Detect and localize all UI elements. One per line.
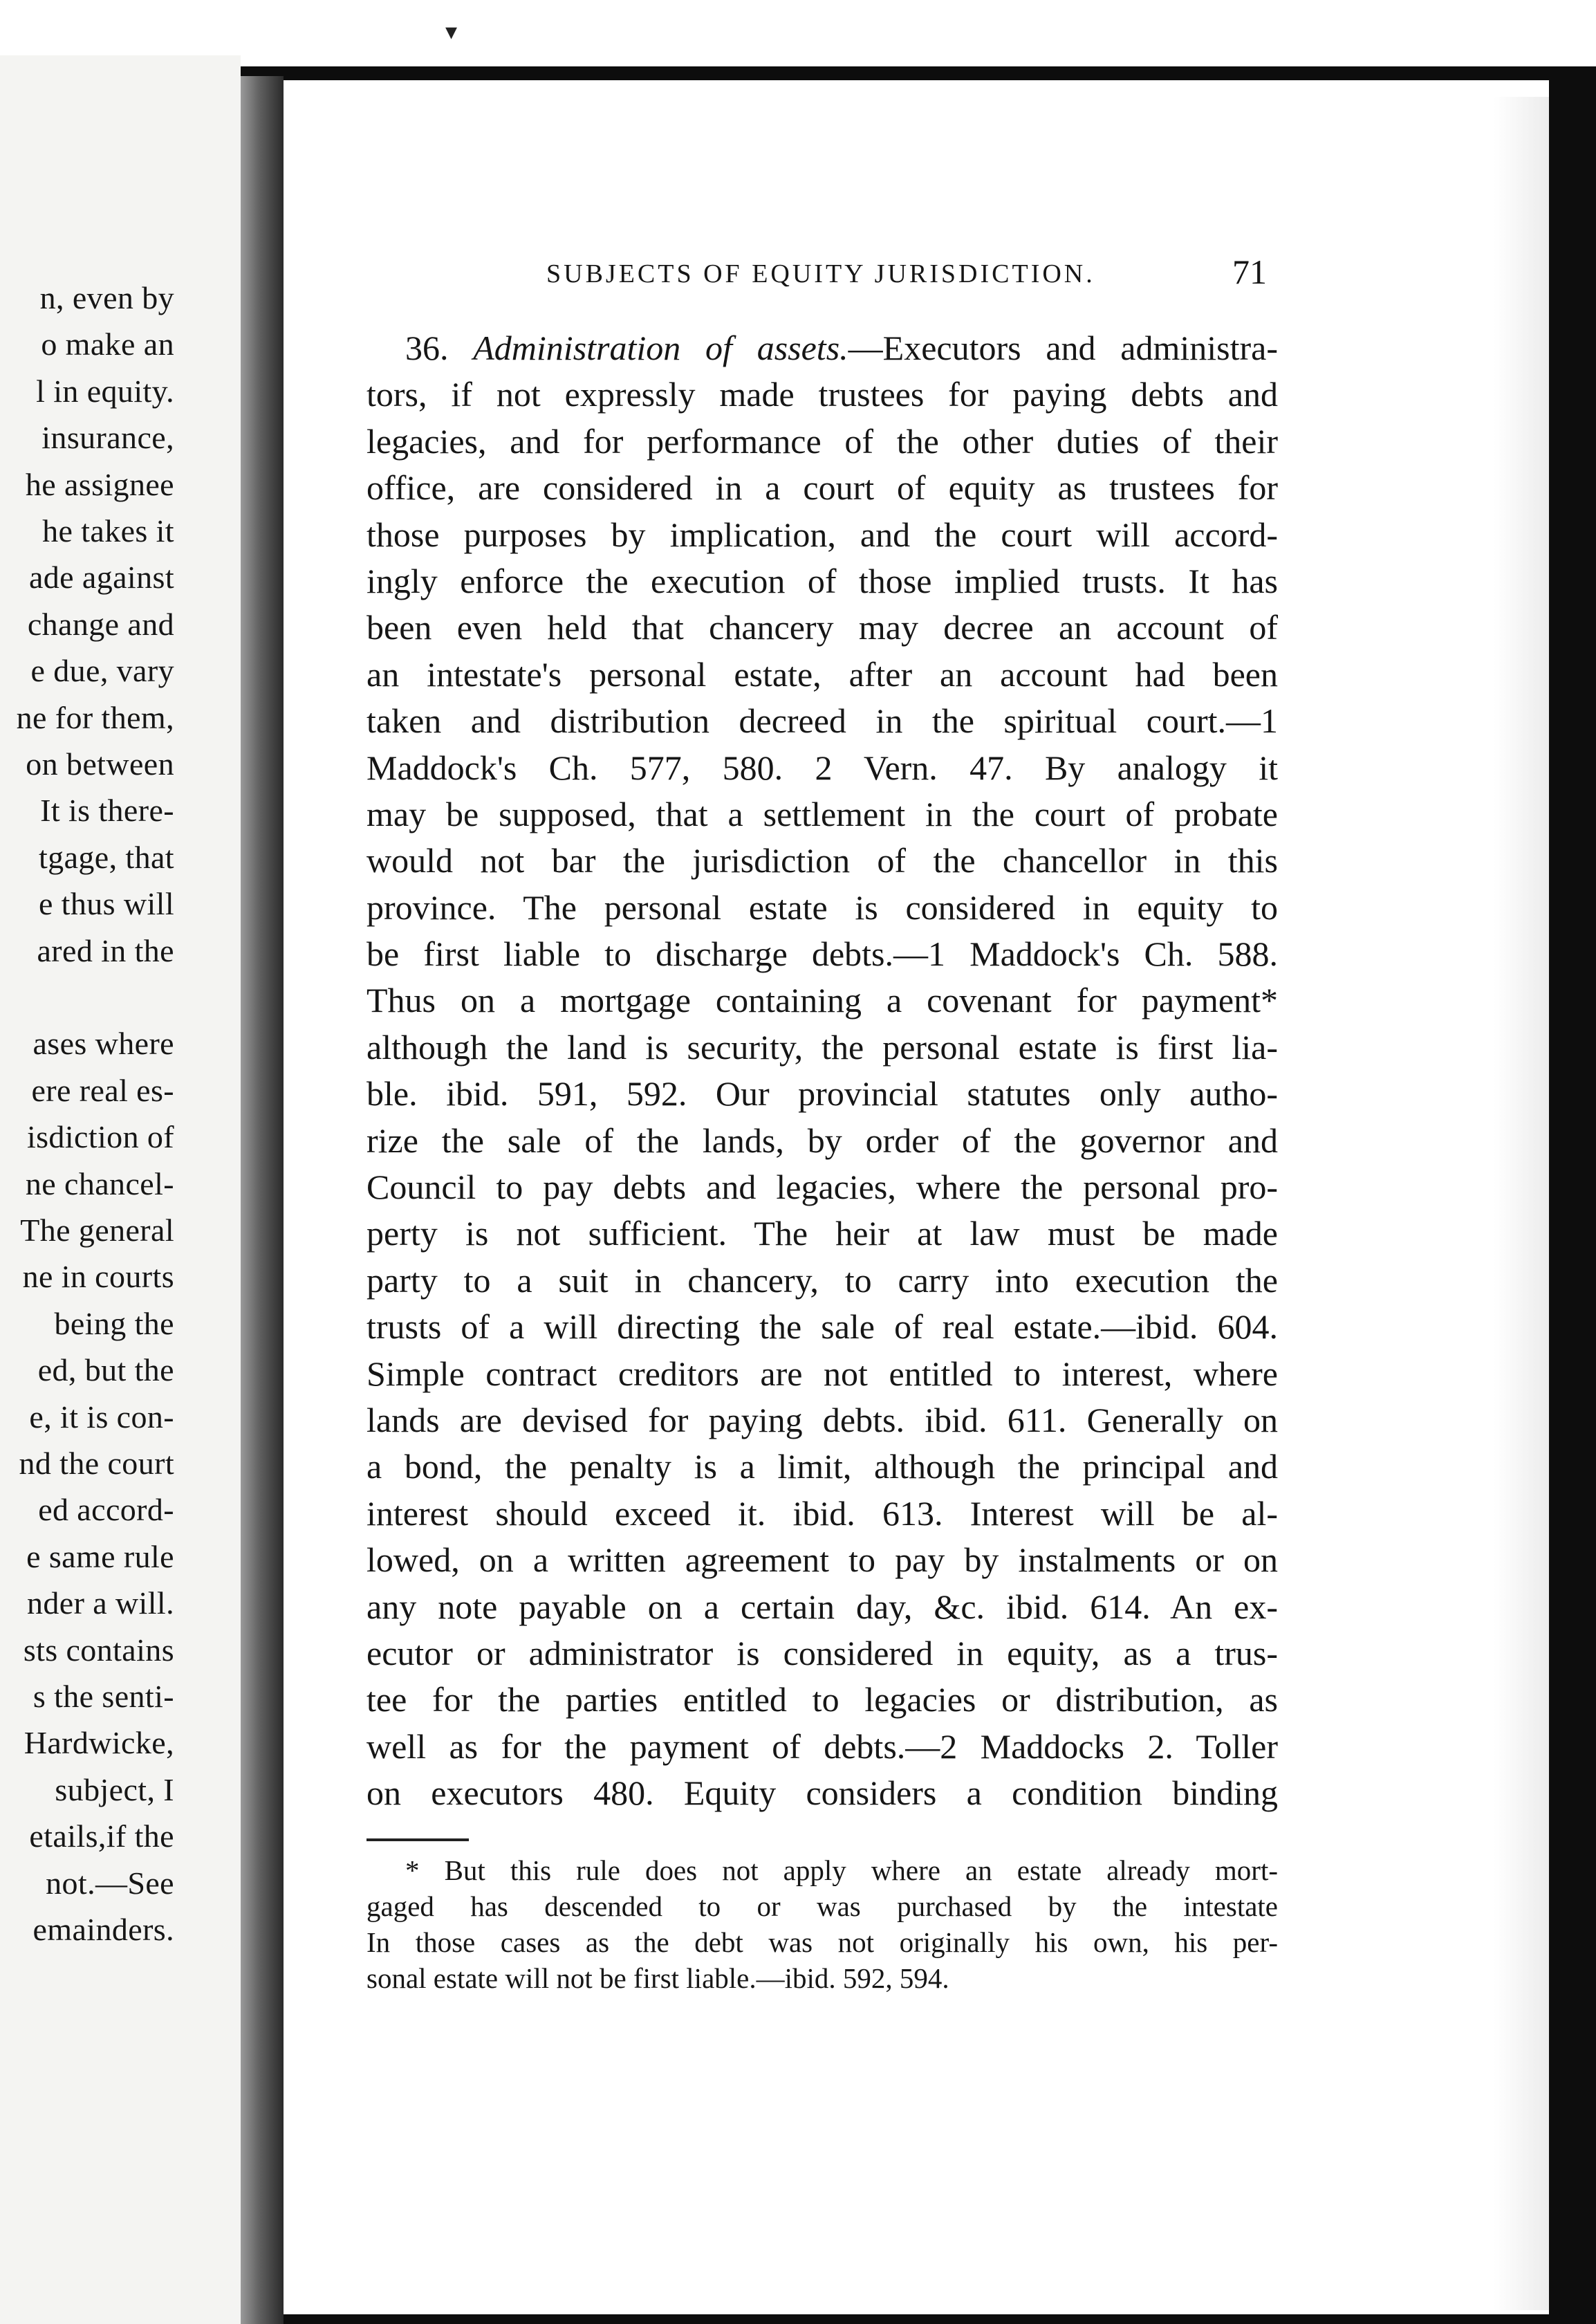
footnote-line: In those cases as the debt was not originally his own, his per- (366, 1926, 1278, 1958)
facing-page-line: being the (54, 1305, 174, 1341)
footnote-rule (366, 1838, 469, 1841)
body-line: ble. ibid. 591, 592. Our provincial statutes only autho- (366, 1074, 1278, 1114)
facing-page-line: ed, but the (37, 1352, 174, 1388)
facing-page-line: he assignee (25, 466, 174, 502)
body-line: any note payable on a certain day, &c. ibid. 614. An ex- (366, 1587, 1278, 1626)
body-line (366, 325, 1278, 371)
facing-page-line: ared in the (37, 932, 174, 968)
facing-page-line: subject, I (55, 1771, 174, 1807)
page-gutter (241, 76, 284, 2324)
facing-page-line: ed accord- (38, 1492, 174, 1528)
body-line: interest should exceed it. ibid. 613. Interest will be al- (366, 1493, 1278, 1533)
body-line: Thus on a mortgage containing a covenant for payment* (366, 981, 1278, 1020)
facing-page-line: tgage, that (39, 839, 174, 875)
page-edge-shadow (1494, 97, 1549, 2310)
facing-page-line: emainders. (33, 1912, 174, 1947)
body-line: rize the sale of the lands, by order of the governor and (366, 1120, 1278, 1160)
body-line: Maddock's Ch. 577, 580. 2 Vern. 47. By analogy it (366, 748, 1278, 787)
facing-page-line: ne chancel- (25, 1165, 174, 1201)
facing-page-line: insurance, (41, 420, 174, 456)
footnote (366, 1852, 1278, 1996)
facing-page-line: ere real es- (31, 1072, 174, 1108)
body-line: ecutor or administrator is considered in equity, as a trus- (366, 1633, 1278, 1672)
body-line: lowed, on a written agreement to pay by instalments or on (366, 1540, 1278, 1580)
section-first-line: —Executors and administra- (848, 329, 1278, 367)
facing-page-line: n, even by (39, 280, 174, 315)
body-line: ingly enforce the execution of those implied trusts. It has (366, 561, 1278, 600)
scan-right-border (1549, 80, 1596, 2324)
facing-page-line: change and (27, 606, 174, 642)
body-line: taken and distribution decreed in the spiritual court.—1 (366, 701, 1278, 741)
facing-page-line: It is there- (40, 793, 174, 829)
facing-page-line: nd the court (19, 1446, 174, 1481)
facing-page-line: s the senti- (33, 1679, 174, 1714)
facing-page-line: e, it is con- (29, 1399, 174, 1435)
facing-page-line: he takes it (42, 513, 174, 548)
facing-page-line: e thus will (38, 886, 174, 922)
body-line: legacies, and for performance of the other duties of their (366, 421, 1278, 461)
facing-page-line: The general (20, 1212, 174, 1248)
scan-mark: ▾ (445, 19, 458, 45)
body-line: well as for the payment of debts.—2 Maddocks 2. Toller (366, 1726, 1278, 1766)
facing-page-line: ases where (33, 1026, 174, 1062)
facing-page-line: not.—See (46, 1865, 174, 1901)
facing-page-line: isdiction of (26, 1119, 174, 1155)
body-line: perty is not sufficient. The heir at law must be made (366, 1214, 1278, 1253)
body-line: tors, if not expressly made trustees for paying debts and (366, 375, 1278, 414)
body-line: although the land is security, the personal estate is first lia- (366, 1027, 1278, 1067)
facing-page-line: etails,if the (29, 1818, 174, 1854)
footnote-line: * But this rule does not apply where an estate already mort- (405, 1854, 1278, 1886)
body-line: been even held that chancery may decree an account of (366, 608, 1278, 647)
body-line: office, are considered in a court of equity as trustees for (366, 468, 1278, 508)
page-number: 71 (1232, 252, 1267, 291)
body-line: tee for the parties entitled to legacies or distribution, as (366, 1680, 1278, 1719)
body-line: would not bar the jurisdiction of the chancellor in this (366, 841, 1278, 880)
facing-page-line: nder a will. (26, 1585, 174, 1621)
body-line: lands are devised for paying debts. ibid. 611. Generally on (366, 1400, 1278, 1439)
body-line: Simple contract creditors are not entitled to interest, where (366, 1354, 1278, 1393)
footnote-line: gaged has descended to or was purchased by the intestate (366, 1890, 1278, 1922)
facing-page-line: e due, vary (30, 653, 174, 689)
running-head: SUBJECTS OF EQUITY JURISDICTION. (546, 259, 1095, 288)
body-line: province. The personal estate is considered in equity to (366, 887, 1278, 927)
facing-page-line: e same rule (26, 1538, 174, 1574)
facing-page-line: o make an (41, 326, 174, 362)
facing-page-line: ne in courts (22, 1259, 174, 1295)
facing-page-line: on between (26, 746, 174, 782)
section-number: 36. (405, 329, 449, 367)
body-line: trusts of a will directing the sale of real estate.—ibid. 604. (366, 1307, 1278, 1347)
body-text (366, 325, 1278, 1817)
body-line: on executors 480. Equity considers a condition binding (366, 1773, 1278, 1813)
body-line: an intestate's personal estate, after an account had been (366, 654, 1278, 694)
facing-page-line: ne for them, (16, 699, 174, 735)
facing-page-line: Hardwicke, (24, 1725, 174, 1761)
body-line: those purposes by implication, and the court will accord- (366, 515, 1278, 554)
section-heading: Administration of assets. (473, 329, 848, 367)
footnote-line: sonal estate will not be first liable.—ibid. 592, 594. (366, 1962, 949, 1994)
body-line: party to a suit in chancery, to carry into execution the (366, 1260, 1278, 1300)
facing-page-line: l in equity. (36, 373, 174, 409)
body-line: a bond, the penalty is a limit, although the principal and (366, 1447, 1278, 1486)
body-line: be first liable to discharge debts.—1 Maddock's Ch. 588. (366, 934, 1278, 974)
facing-page (0, 55, 241, 2324)
facing-page-line: sts contains (23, 1632, 174, 1668)
body-line: may be supposed, that a settlement in the court of probate (366, 794, 1278, 833)
facing-page-line: ade against (28, 560, 174, 596)
body-line: Council to pay debts and legacies, where the personal pro- (366, 1168, 1278, 1207)
